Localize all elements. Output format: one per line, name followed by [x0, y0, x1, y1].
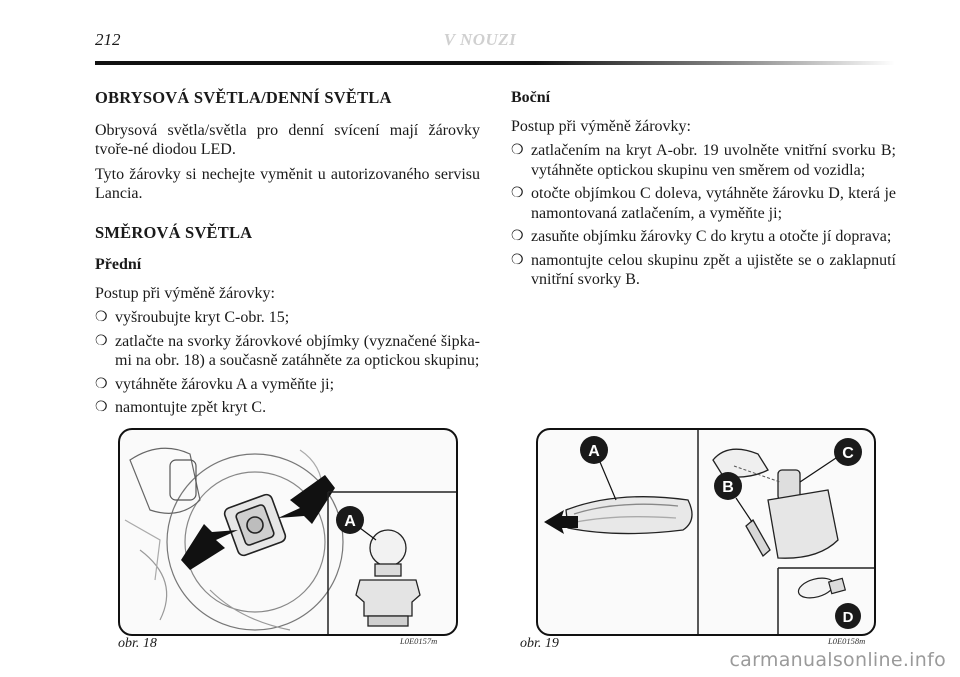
bullet-icon: ❍	[95, 333, 108, 349]
list-item: ❍ otočte objímkou C doleva, vytáhněte žárovku D, která je namontovaná zatlačením, a vyměňte ji;	[511, 185, 896, 222]
right-column	[511, 88, 896, 294]
caption-figure-18: obr. 18	[118, 636, 157, 651]
procedure-intro-side: Postup při výměně žárovky:	[511, 117, 691, 135]
page-number: 212	[95, 30, 121, 49]
procedure-intro-front: Postup při výměně žárovky:	[95, 284, 275, 302]
heading-turn-signals: SMĚROVÁ SVĚTLA	[95, 222, 253, 242]
bullet-icon: ❍	[511, 229, 524, 244]
code-figure-18: L0E0157m	[400, 636, 438, 646]
subheading-side: Boční	[511, 89, 551, 106]
bullet-icon: ❍	[511, 143, 524, 158]
watermark: carmanualsonline.info	[729, 649, 946, 671]
side-marker-illustration	[538, 430, 874, 634]
code-figure-19: L0E0158m	[828, 636, 866, 646]
bullet-icon: ❍	[95, 400, 108, 415]
list-item: ❍ vytáhněte žárovku A a vyměňte ji;	[95, 375, 335, 393]
list-item: ❍ namontujte zpět kryt C.	[95, 399, 267, 416]
label-a: A	[344, 513, 356, 530]
list-item: ❍ zatlačte na svorky žárovkové objímky (vyznačené šipka-mi na obr. 18) a současně zatáhněte za optickou skupinu;	[95, 332, 480, 369]
label-a: A	[588, 443, 600, 460]
figure-18	[118, 428, 458, 636]
bullet-icon: ❍	[95, 310, 108, 325]
headlight-bulb-illustration	[120, 430, 456, 634]
section-title: V NOUZI	[443, 30, 517, 49]
list-item: ❍ vyšroubujte kryt C-obr. 15;	[95, 309, 290, 326]
left-column	[95, 88, 480, 422]
list-item: ❍ namontujte celou skupinu zpět a ujistěte se o zaklapnutí vnitřní svorky B.	[511, 251, 896, 288]
label-b: B	[722, 479, 734, 496]
paragraph-service: Tyto žárovky si nechejte vyměnit u autorizovaného servisu Lancia.	[95, 165, 480, 202]
label-c: C	[842, 445, 854, 462]
figure-19	[536, 428, 876, 636]
header-rule	[95, 61, 895, 65]
steps-side	[511, 141, 896, 290]
steps-front	[95, 308, 480, 418]
label-d: D	[842, 609, 854, 626]
caption-figure-19: obr. 19	[520, 636, 559, 651]
heading-parking-lights: OBRYSOVÁ SVĚTLA/DENNÍ SVĚTLA	[95, 88, 392, 107]
bullet-icon: ❍	[95, 376, 108, 392]
list-item: ❍ zatlačením na kryt A-obr. 19 uvolněte vnitřní svorku B; vytáhněte optickou skupinu ven směrem od vozidla;	[511, 142, 896, 179]
paragraph-led: Obrysová světla/světla pro denní svícení mají žárovky tvoře-né diodou LED.	[95, 121, 480, 158]
subheading-front: Přední	[95, 256, 142, 273]
list-item: ❍ zasuňte objímku žárovky C do krytu a otočte jí doprava;	[511, 228, 892, 245]
bullet-icon: ❍	[511, 186, 524, 201]
bullet-icon: ❍	[511, 252, 524, 268]
